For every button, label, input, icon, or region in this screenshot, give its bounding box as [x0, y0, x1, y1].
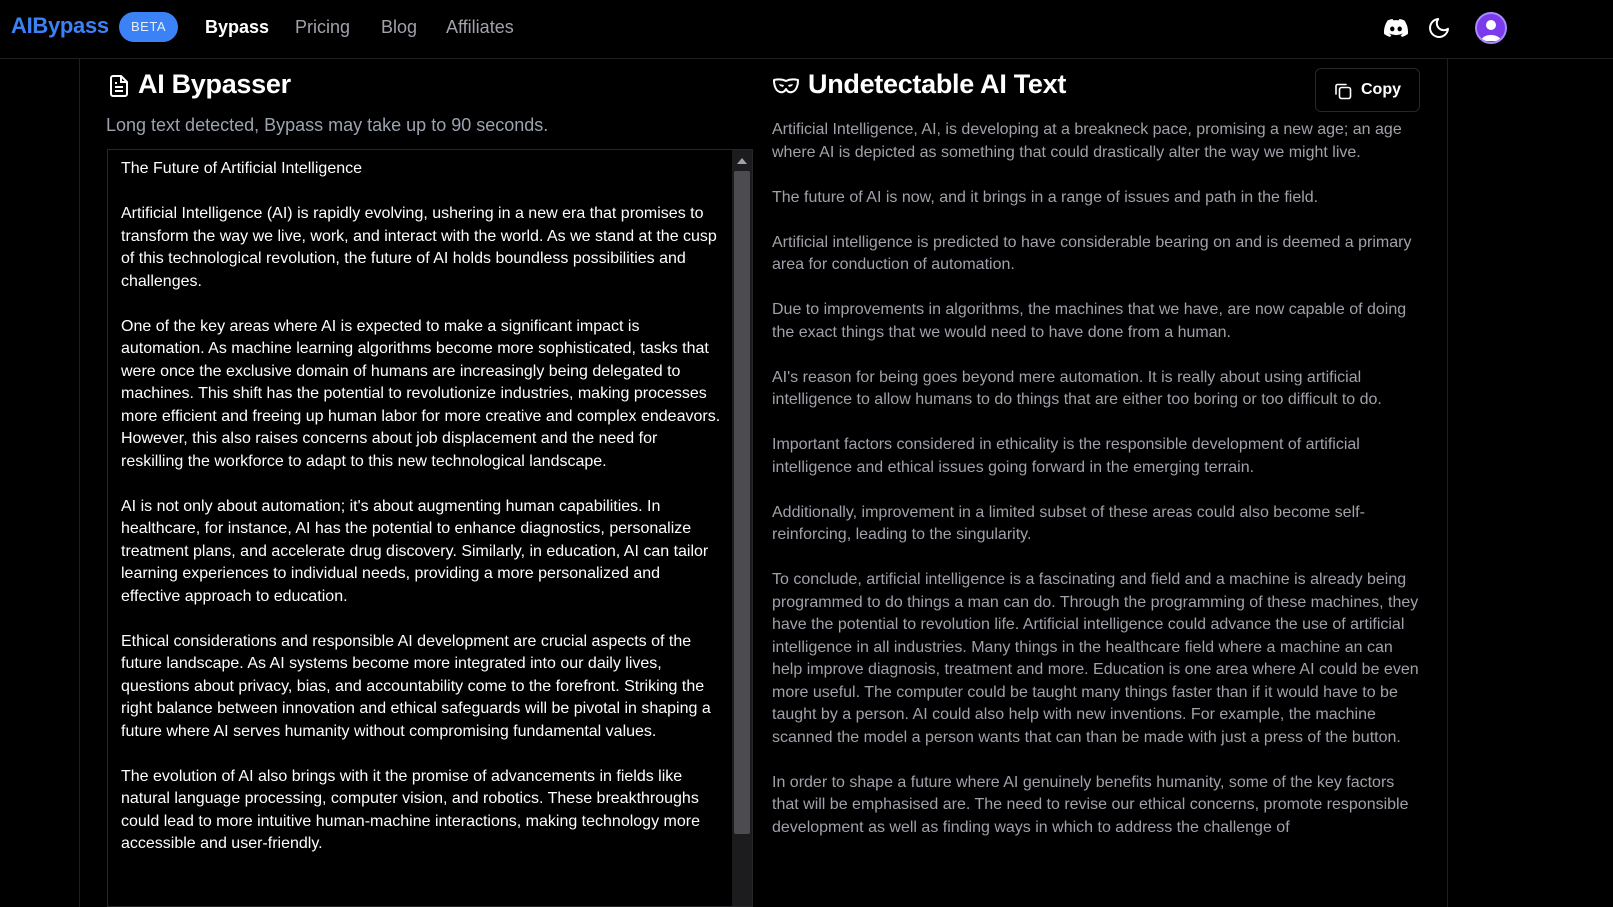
input-paragraph: Ethical considerations and responsible AI development are crucial aspects of the future landscape. As AI systems become more integrated into our daily lives, questions about privacy, bias, and accountability come to the forefront. Striking the right balance between innovation and ethical safeguards will be pivotal in shaping a future where AI serves humanity without compromising fundamental values. — [121, 632, 711, 740]
nav-link-blog[interactable]: Blog — [381, 17, 418, 37]
top-navbar — [0, 0, 1613, 59]
input-paragraph: One of the key areas where AI is expected to make a significant impact is automation. As machine learning algorithms become more sophisticated, tasks that were once the exclusive domain of humans are increasingly being delegated to machines. This shift has the potential to revolutionize industries, making processes more efficient and freeing up human labor for more creative and complex endeavors. However, this also raises concerns about job displacement and the need for reskilling the workforce to adapt to this new technological landscape. — [121, 317, 721, 470]
output-paragraph: In order to shape a future where AI genuinely benefits humanity, some of the key factors that will be emphasised are. The need to revise our ethical concerns, promote responsible development as well as finding ways in which to address the challenge of — [772, 773, 1409, 836]
output-paragraph: Due to improvements in algorithms, the machines that we have, are now capable of doing the exact things that we would need to have done from a human. — [772, 301, 1407, 341]
moon-icon[interactable] — [1427, 16, 1451, 40]
copy-button[interactable] — [1315, 68, 1420, 112]
input-text-content[interactable] — [121, 158, 721, 878]
input-paragraph: AI is not only about automation; it's about augmenting human capabilities. In healthcare, for instance, AI has the potential to enhance diagnostics, personalize treatment plans, and accelerate drug discovery. Similarly, in education, AI can tailor learning experiences to individual needs, providing a more personalized and effective approach to education. — [121, 497, 709, 605]
scroll-up-arrow-icon[interactable] — [737, 158, 747, 164]
scroll-thumb[interactable] — [734, 171, 750, 834]
input-paragraph: The Future of Artificial Intelligence — [121, 160, 363, 177]
nav-link-pricing[interactable]: Pricing — [295, 17, 351, 37]
user-avatar[interactable] — [1475, 12, 1507, 44]
output-text-content[interactable] — [772, 119, 1422, 862]
output-paragraph: The future of AI is now, and it brings in a range of issues and path in the field. — [772, 188, 1319, 206]
input-paragraph: The evolution of AI also brings with it the promise of advancements in fields like natural language processing, computer vision, and robotics. These breakthroughs could lead to more intuitive human-machine interactions, making technology more accessible and user-friendly. — [121, 767, 700, 852]
nav-link-bypass[interactable]: Bypass — [205, 17, 270, 37]
beta-badge: BETA — [119, 12, 178, 42]
nav-link-affiliates[interactable]: Affiliates — [446, 17, 514, 37]
output-paragraph: Important factors considered in ethicality is the responsible development of artificial intelligence and ethical issues going forward in the emerging terrain. — [772, 436, 1360, 476]
document-icon — [107, 74, 131, 98]
copy-icon — [1334, 82, 1352, 100]
output-paragraph: Artificial intelligence is predicted to have considerable bearing on and is deemed a primary area for conduction of automation. — [772, 233, 1412, 273]
input-panel-title: AI Bypasser — [138, 69, 291, 99]
input-scrollbar[interactable] — [732, 150, 752, 907]
input-textarea[interactable] — [107, 149, 753, 907]
output-panel-title: Undetectable AI Text — [808, 69, 1067, 99]
logo[interactable]: AIBypass — [11, 13, 109, 38]
output-paragraph: To conclude, artificial intelligence is a fascinating and field and a machine is already being programmed to do things a man can do. Through the programming of these machines, they have the potential to revolution life. Artificial intelligence could advance the use of artificial intelligence in all industries. Many things in the healthcare field where a machine an can help improve diagnosis, treatment and more. Education is one area where AI could be even more useful. The computer could be taught many things faster than if it would have to be taught by a person. AI could also help with new inventions. For example, the machine scanned the model a person wants that can than be made with just a press of the button. — [772, 571, 1419, 746]
output-paragraph: AI's reason for being goes beyond mere automation. It is really about using artificial intelligence to allow humans to do things that are either too boring or too difficult to do. — [772, 368, 1382, 408]
user-icon — [1477, 14, 1505, 42]
copy-button-label: Copy — [1361, 81, 1401, 98]
input-paragraph: Artificial Intelligence (AI) is rapidly evolving, ushering in a new era that promises to transform the way we live, work, and interact with the world. As we stand at the cusp of this technological revolution, the future of AI holds boundless possibilities and challenges. — [121, 205, 717, 290]
mask-icon — [772, 74, 800, 98]
discord-icon[interactable] — [1384, 16, 1408, 40]
output-paragraph: Artificial Intelligence, AI, is developing at a breakneck pace, promising a new age; an age where AI is depicted as something that could drastically alter the way we might live. — [772, 121, 1402, 161]
output-paragraph: Additionally, improvement in a limited subset of these areas could also become self-reinforcing, leading to the singularity. — [772, 503, 1365, 543]
long-text-hint: Long text detected, Bypass may take up to 90 seconds. — [106, 115, 549, 135]
